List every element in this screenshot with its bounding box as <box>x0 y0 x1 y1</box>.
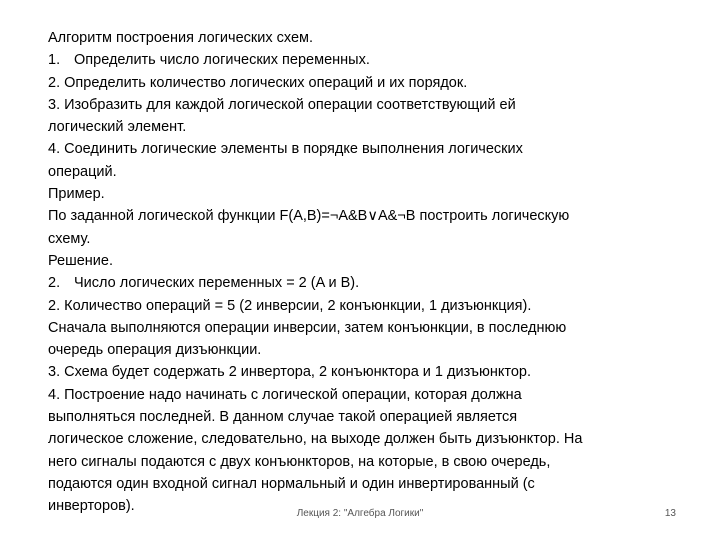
example-task: По заданной логической функции F(A,B)=¬A&B∨A&¬B построить логическую <box>48 208 570 225</box>
step-text: Число логических переменных = 2 (A и B). <box>74 275 360 292</box>
algorithm-step-2: 2. Определить количество логических операций и их порядок. <box>48 74 468 91</box>
slide-content <box>48 27 676 518</box>
solution-step-4-cont-d: подаются один входной сигнал нормальный и один инвертированный (с <box>48 475 535 492</box>
solution-step-4-cont-a: выполняться последней. В данном случае такой операцией является <box>48 409 518 426</box>
algorithm-step-3: 3. Изобразить для каждой логической операции соответствующий ей <box>48 96 516 113</box>
solution-step-1 <box>48 272 676 294</box>
list-number: 2. <box>48 275 61 292</box>
solution-step-4-cont-c: него сигналы подаются с двух конъюнкторов, на которые, в свою очередь, <box>48 453 551 470</box>
solution-step-2-cont-b: очередь операция дизъюнкции. <box>48 342 262 359</box>
solution-step-2-cont-a: Сначала выполняются операции инверсии, затем конъюнкции, в последнюю <box>48 319 567 336</box>
step-text: Определить число логических переменных. <box>74 52 370 69</box>
algorithm-step-1 <box>48 49 676 71</box>
solution-heading: Решение. <box>48 252 113 269</box>
solution-step-4-cont-e: инверторов). <box>48 498 135 515</box>
heading-algorithm: Алгоритм построения логических схем. <box>48 30 314 46</box>
solution-step-4: 4. Построение надо начинать с логической операции, которая должна <box>48 386 522 403</box>
page-number: 13 <box>664 508 676 519</box>
example-heading: Пример. <box>48 186 105 203</box>
algorithm-step-4-cont: операций. <box>48 163 117 180</box>
algorithm-step-3-cont: логический элемент. <box>48 119 187 136</box>
example-task-cont: схему. <box>48 230 91 247</box>
solution-step-2: 2. Количество операций = 5 (2 инверсии, 2 конъюнкции, 1 дизъюнкция). <box>48 297 532 314</box>
footer-lecture-title: Лекция 2: "Алгебра Логики" <box>296 508 424 519</box>
solution-step-4-cont-b: логическое сложение, следовательно, на выходе должен быть дизъюнктор. На <box>48 431 583 448</box>
solution-step-3: 3. Схема будет содержать 2 инвертора, 2 конъюнктора и 1 дизъюнктор. <box>48 364 531 381</box>
list-number: 1. <box>48 52 61 69</box>
algorithm-step-4: 4. Соединить логические элементы в порядке выполнения логических <box>48 141 523 158</box>
